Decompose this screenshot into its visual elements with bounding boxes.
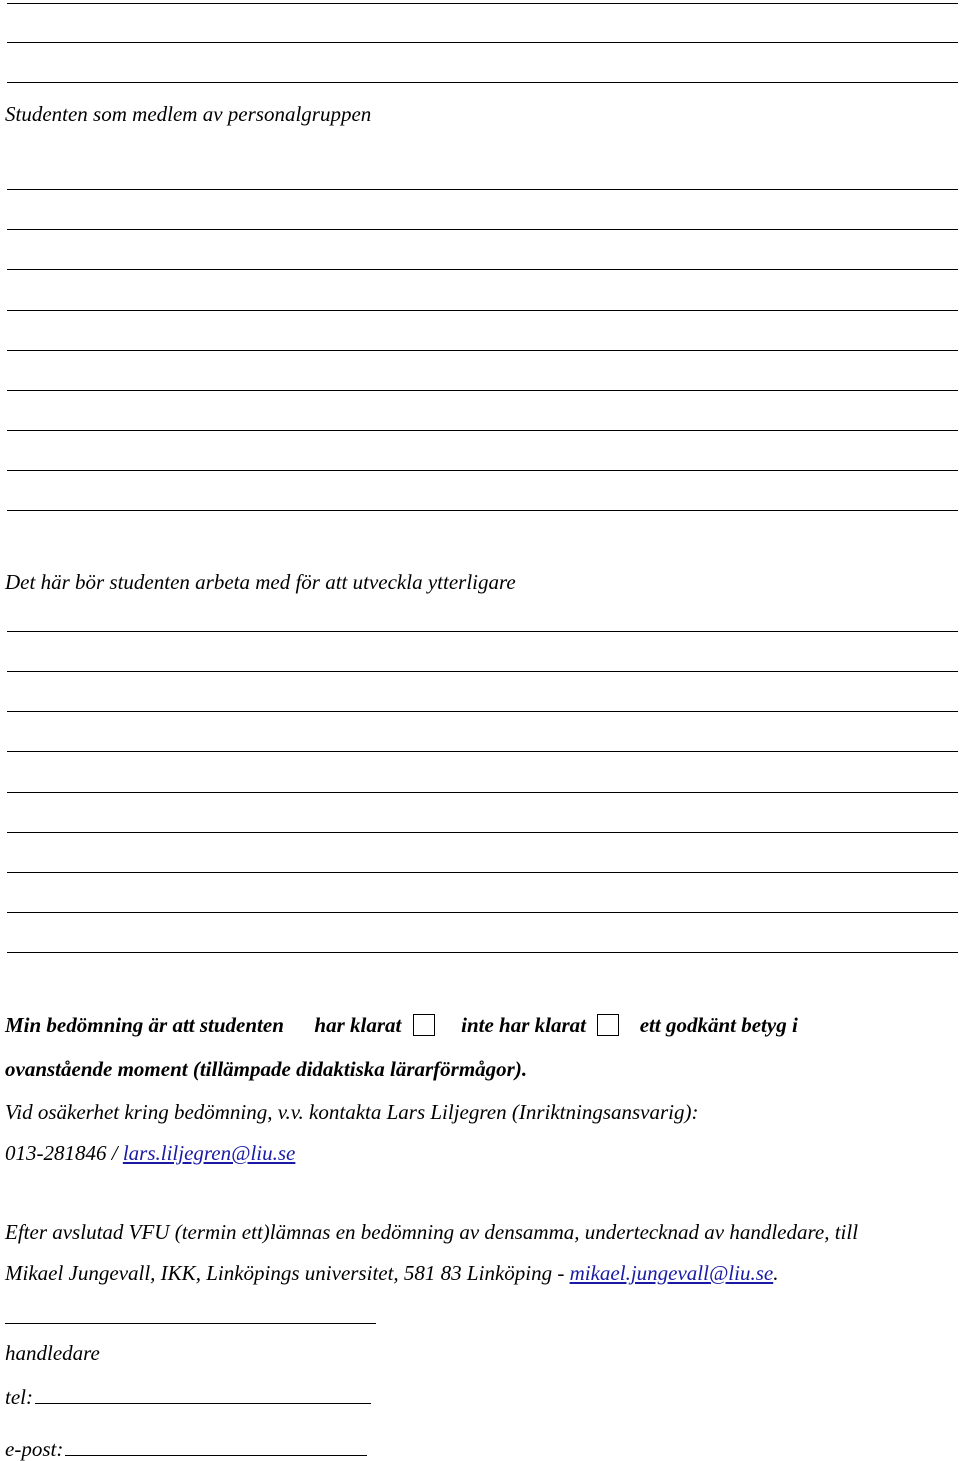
phone-field[interactable] [35,1385,371,1404]
assessment-line-1 [5,1014,798,1036]
email-label: e-post: [5,1437,64,1461]
writing-line[interactable] [7,390,958,391]
submission-period: . [773,1261,779,1285]
email-field[interactable] [65,1437,367,1456]
writing-line[interactable] [7,631,958,632]
uncertainty-text: Vid osäkerhet kring bedömning, v.v. kontakta Lars Liljegren (Inriktningsansvarig): [5,1100,699,1124]
writing-line[interactable] [7,832,958,833]
section-heading-develop: Det här bör studenten arbeta med för att utveckla ytterligare [5,570,516,594]
signature-line[interactable] [5,1323,376,1324]
email-row [5,1437,367,1460]
writing-line[interactable] [7,671,958,672]
writing-line[interactable] [7,872,958,873]
not-passed-label: inte har klarat [461,1013,586,1037]
writing-line[interactable] [7,82,958,83]
writing-line[interactable] [7,711,958,712]
submission-email-link[interactable]: mikael.jungevall@liu.se [569,1261,774,1285]
writing-line[interactable] [7,269,958,270]
writing-line[interactable] [7,952,958,953]
writing-line[interactable] [7,229,958,230]
section-heading-staff: Studenten som medlem av personalgruppen [5,102,372,126]
contact-email-link[interactable]: lars.liljegren@liu.se [122,1141,296,1165]
supervisor-label: handledare [5,1341,100,1365]
passed-label: har klarat [314,1013,402,1037]
not-passed-checkbox[interactable] [597,1014,619,1036]
assessment-line-2: ovanstående moment (tillämpade didaktiska lärarförmågor). [5,1057,528,1081]
writing-line[interactable] [7,792,958,793]
assessment-prefix: Min bedömning är att studenten [5,1013,284,1037]
writing-line[interactable] [7,350,958,351]
writing-line[interactable] [7,912,958,913]
writing-line[interactable] [7,310,958,311]
contact-phone: 013-281846 / [5,1141,123,1165]
writing-line[interactable] [7,470,958,471]
contact-line [5,1143,295,1164]
submission-line-1: Efter avslutad VFU (termin ett)lämnas en bedömning av densamma, undertecknad av handledare, till [5,1220,859,1244]
phone-label: tel: [5,1385,33,1409]
writing-line[interactable] [7,189,958,190]
submission-address: Mikael Jungevall, IKK, Linköpings universitet, 581 83 Linköping - [5,1261,570,1285]
passed-checkbox[interactable] [413,1014,435,1036]
writing-line[interactable] [7,751,958,752]
submission-line-2 [5,1263,778,1284]
writing-line[interactable] [7,42,958,43]
assessment-suffix: ett godkänt betyg i [639,1013,798,1037]
writing-line[interactable] [7,3,958,4]
phone-row [5,1385,371,1408]
writing-line[interactable] [7,510,958,511]
writing-line[interactable] [7,430,958,431]
